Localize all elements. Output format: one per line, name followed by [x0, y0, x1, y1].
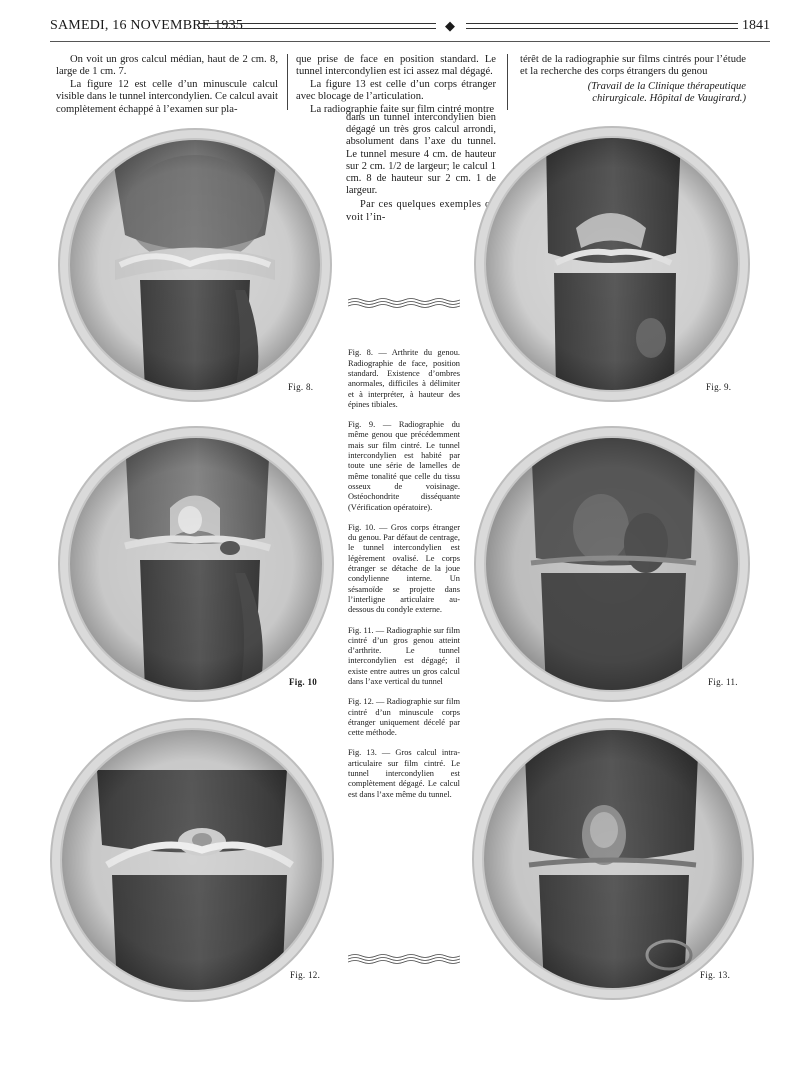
header-ornament: ◆	[445, 18, 455, 33]
text-column-left	[56, 54, 278, 116]
radiograph-fig-13	[484, 730, 742, 988]
caption-fig-8: Fig. 8. — Arthrite du genou. Radiographie de face, position standard. Existence d’ombres anormales, difficiles à délimiter et à interpréter, à hauteur des épines tibiales.	[348, 348, 460, 409]
ornament-divider	[348, 952, 460, 966]
paragraph: Par ces quelques exemples on voit l’in-	[346, 199, 496, 223]
caption-fig-13: Fig. 13. — Gros calcul intra-articulaire sur film cintré. Le tunnel intercondylien est complètement dégagé. Le calcul est dans l’axe même du tunnel.	[348, 748, 460, 799]
paragraph: térêt de la radiographie sur films cintrés pour l’étude et la recherche des corps étrangers du genou	[520, 54, 746, 78]
column-divider	[507, 54, 508, 110]
paragraph: La figure 12 est celle d’un minuscule calcul visible dans le tunnel intercondylien. Ce calcul avait complètement échappé à l’examen sur pla-	[56, 78, 278, 115]
header-rule-right	[466, 23, 738, 29]
figure-label: Fig. 11.	[708, 677, 738, 687]
figure-label: Fig. 13.	[700, 970, 731, 980]
figure-label: Fig. 8.	[288, 382, 314, 392]
radiograph-fig-8	[70, 140, 320, 390]
caption-fig-9: Fig. 9. — Radiographie du même genou que précédemment mais sur film cintré. Le tunnel intercondylien est habité par toute une série de lamelles de même tonalité que celle du tissu osseux de voisinage. Ostéochondrite disséquante (Vérification opératoire).	[348, 420, 460, 512]
page-header	[50, 18, 770, 42]
text-column-middle	[296, 54, 496, 116]
header-rule-left	[198, 23, 436, 29]
radiograph-fig-11	[486, 438, 738, 690]
radiograph-fig-12	[62, 730, 322, 990]
caption-fig-12: Fig. 12. — Radiographie sur film cintré d’un minuscule corps étranger uniquement décelé par cette méthode.	[348, 697, 460, 738]
paragraph: dans un tunnel intercondylien bien dégagé un très gros calcul arrondi, absolument dans l’axe du tunnel. Le tunnel mesure 4 cm. de hauteur sur 2 cm. 1/2 de largeur; le calcul 1 cm. 8 de hauteur sur 2 cm. 1 de largeur.	[346, 112, 496, 197]
figure-label: Fig. 12.	[290, 970, 321, 980]
caption-fig-11: Fig. 11. — Radiographie sur film cintré d’un gros genou atteint d’arthrite. Le tunnel intercondylien est dégagé; il existe entre autres un gros calcul dans l’axe vertical du tunnel	[348, 625, 460, 686]
captions-column	[348, 296, 460, 810]
header-underline	[50, 41, 770, 42]
header-date: SAMEDI, 16 NOVEMBRE 1935	[50, 18, 244, 33]
paragraph: que prise de face en position standard. Le tunnel intercondylien est ici assez mal dégagé.	[296, 54, 496, 78]
text-column-middle-cont	[346, 112, 496, 224]
attribution: (Travail de la Clinique thérapeutique chirurgicale. Hôpital de Vaugirard.)	[587, 80, 746, 105]
text-column-right	[520, 54, 746, 106]
figure-label: Fig. 10	[289, 677, 318, 687]
caption-fig-10: Fig. 10. — Gros corps étranger du genou. Par défaut de centrage, le tunnel intercondylien est légèrement ovalisé. Le corps étranger se détache de la joue condylienne interne. Un sésamoïde se projette dans l’interligne articulaire au-dessous du condyle externe.	[348, 522, 460, 615]
page-number: 1841	[742, 18, 770, 33]
radiograph-fig-9	[486, 138, 738, 390]
column-divider	[287, 54, 288, 110]
ornament-divider	[348, 296, 460, 310]
paragraph: La figure 13 est celle d’un corps étranger avec blocage de l’articulation.	[296, 78, 496, 103]
figure-label: Fig. 9.	[706, 382, 732, 392]
radiograph-fig-10	[70, 438, 322, 690]
paragraph: La radiographie faite sur film cintré montre	[310, 103, 495, 115]
paragraph: On voit un gros calcul médian, haut de 2 cm. 8, large de 1 cm. 7.	[56, 54, 278, 78]
